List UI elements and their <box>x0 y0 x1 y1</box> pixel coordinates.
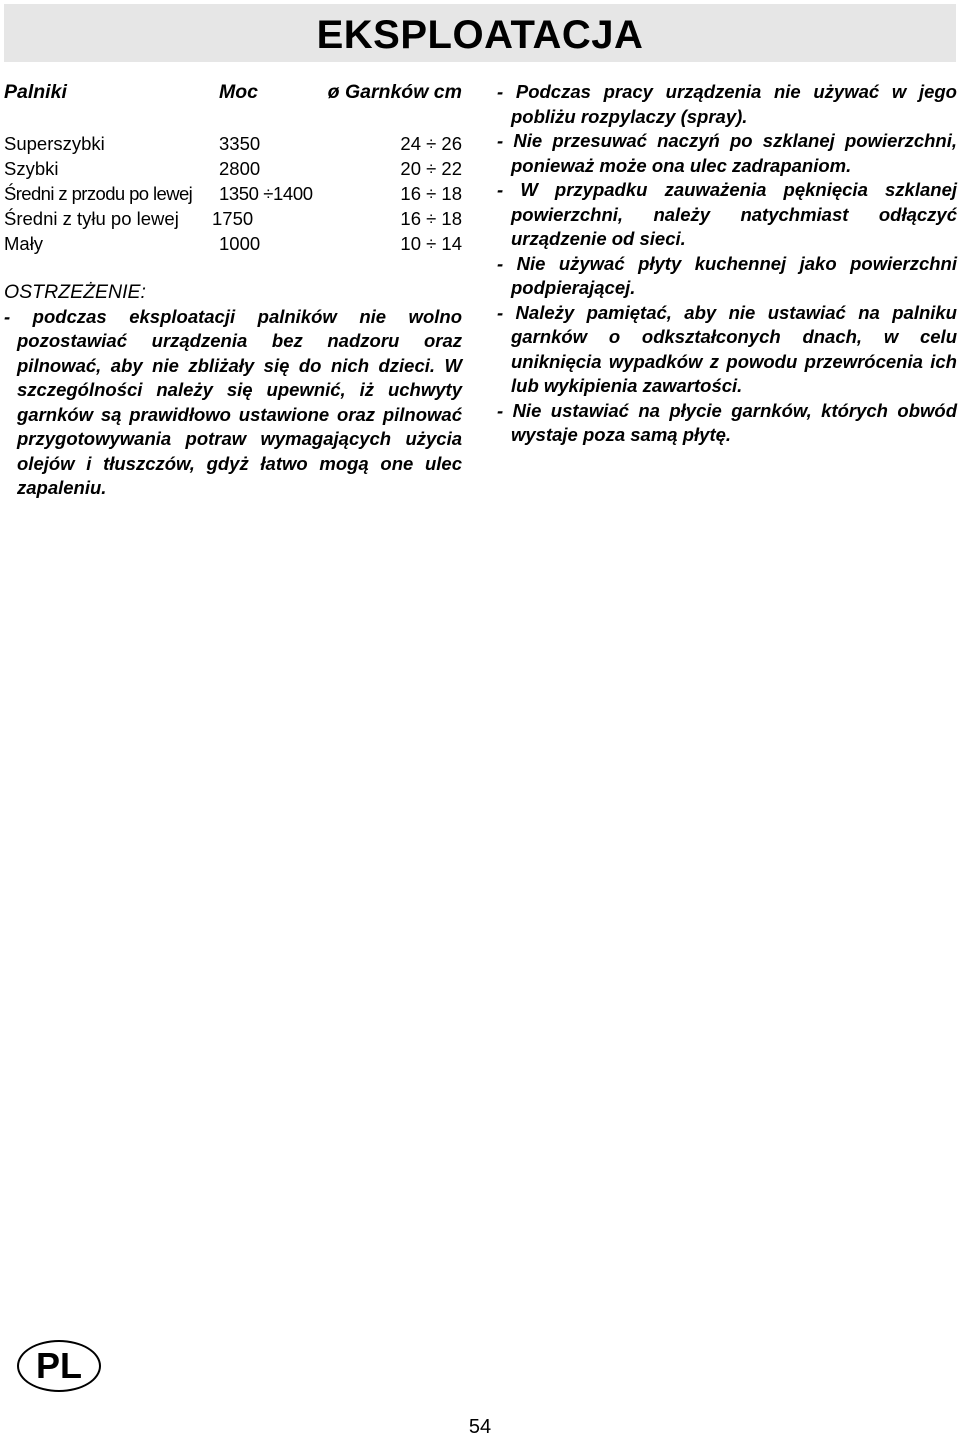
instruction-item: - Nie używać płyty kuchennej jako powierzchni podpierającej. <box>497 252 957 298</box>
table-row <box>4 231 462 256</box>
header-burners: Palniki <box>4 81 67 103</box>
burner-table-header <box>4 80 462 105</box>
instruction-item: - Nie ustawiać na płycie garnków, których obwód wystaje poza samą płytę. <box>497 399 957 445</box>
burner-name: Superszybki <box>4 133 105 154</box>
burner-pot-size: 20 ÷ 22 <box>400 158 462 179</box>
table-row <box>4 131 462 156</box>
burner-pot-size: 24 ÷ 26 <box>400 133 462 154</box>
burner-power: 1750 <box>212 208 254 229</box>
table-row <box>4 206 462 231</box>
table-row <box>4 156 462 181</box>
burner-power: 1350 ÷1400 <box>219 183 313 204</box>
language-badge: PL <box>17 1340 101 1392</box>
page-title: EKSPLOATACJA <box>316 13 644 57</box>
burner-pot-size: 16 ÷ 18 <box>400 208 462 229</box>
right-column <box>497 80 957 448</box>
left-column <box>4 80 462 501</box>
header-power: Moc <box>219 81 258 103</box>
instruction-item: - W przypadku zauważenia pęknięcia szklanej powierzchni, należy natychmiast odłączyć urządzenie od sieci. <box>497 179 957 249</box>
table-row <box>4 181 462 206</box>
warning-title: OSTRZEŻENIE: <box>4 281 146 303</box>
burner-power: 2800 <box>219 158 261 179</box>
instruction-item: - Należy pamiętać, aby nie ustawiać na palniku garnków o odkształconych dnach, w celu uniknięcia wypadków z powodu przewrócenia ich lub wykipienia zawartości. <box>497 301 957 396</box>
instruction-item: - Nie przesuwać naczyń po szklanej powierzchni, ponieważ może ona ulec zadrapaniom. <box>497 130 957 176</box>
burner-pot-size: 16 ÷ 18 <box>400 183 462 204</box>
burner-pot-size: 10 ÷ 14 <box>400 233 462 254</box>
warning-text: - podczas eksploatacji palników nie wolno pozostawiać urządzenia bez nadzoru oraz pilnować, aby nie zbliżały się do nich dzieci. W szczególności należy się upewnić, iż uchwyty garnków są prawidłowo ustawione oraz pilnować przygotowywania potraw wymagających użycia olejów i tłuszczów, gdyż łatwo mogą one ulec zapaleniu. <box>4 305 462 498</box>
instruction-item: - Podczas pracy urządzenia nie używać w jego pobliżu rozpylaczy (spray). <box>497 81 957 127</box>
burner-power: 3350 <box>219 133 261 154</box>
burner-name: Mały <box>4 233 44 254</box>
page-number: 54 <box>468 1416 492 1438</box>
header-pot-diameter: ø Garnków cm <box>327 81 462 103</box>
burner-name: Szybki <box>4 158 59 179</box>
burner-name: Średni z tyłu po lewej <box>4 208 179 229</box>
burner-name: Średni z przodu po lewej <box>4 183 193 204</box>
burner-power: 1000 <box>219 233 261 254</box>
